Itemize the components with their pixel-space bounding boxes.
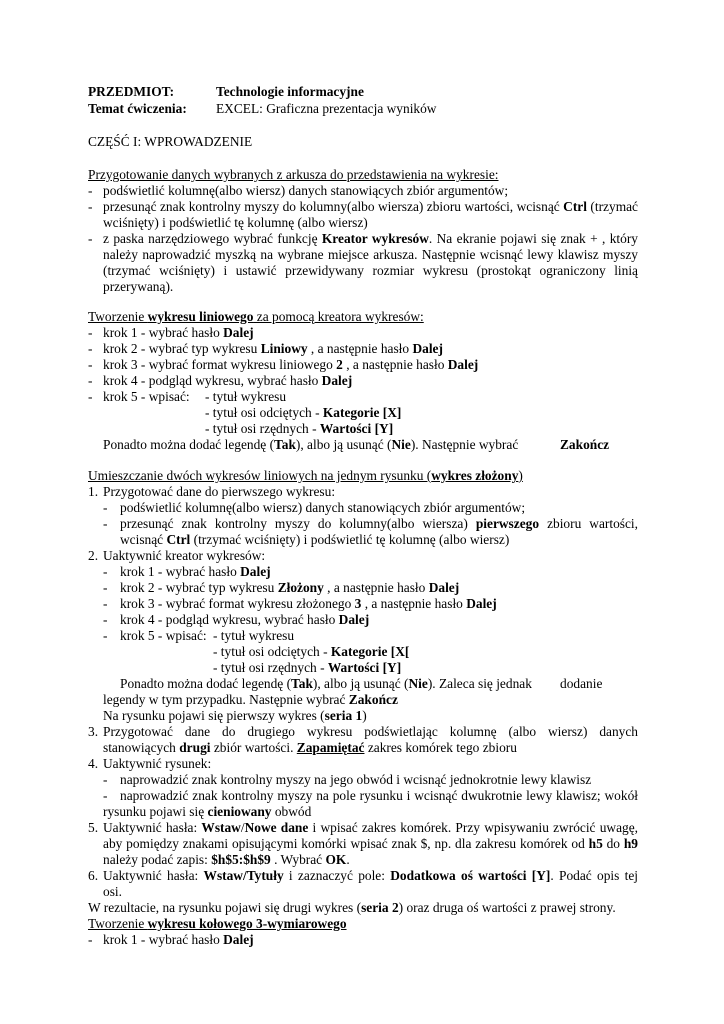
list-item: przesunąć znak kontrolny myszy do kolumny(albo wiersza) zbioru wartości, wcisnąć Ctrl (trzymać: [103, 199, 638, 214]
sub-item: podświetlić kolumnę(albo wiersz) danych stanowiących zbiór argumentów;: [120, 500, 526, 515]
result-note: Na rysunku pojawi się pierwszy wykres (seria 1): [103, 708, 367, 723]
step-subitem: - tytuł wykresu: [213, 628, 295, 643]
list-marker: -: [88, 389, 93, 404]
step-subitem: - tytuł wykresu: [205, 389, 287, 404]
list-marker: -: [103, 580, 108, 595]
list-marker: -: [103, 516, 108, 531]
list-marker: -: [88, 357, 93, 372]
list-number: 2.: [88, 548, 99, 563]
list-item-cont: wciśnięty) i podświetlić tę kolumnę (albo wiersz): [103, 215, 368, 230]
sub-item: naprowadzić znak kontrolny myszy na jego obwód i wcisnąć jednokrotnie lewy klawisz: [120, 772, 592, 787]
section-heading: Tworzenie wykresu liniowego za pomocą kreatora wykresów:: [88, 309, 424, 324]
step-item: krok 5 - wpisać:: [103, 389, 190, 404]
numbered-item-cont: osi.: [103, 884, 122, 899]
step-item: krok 4 - podgląd wykresu, wybrać hasło Dalej: [120, 612, 370, 627]
step-item: krok 2 - wybrać typ wykresu Złożony , a następnie hasło Dalej: [120, 580, 460, 595]
list-number: 4.: [88, 756, 99, 771]
legend-note: Ponadto można dodać legendę (Tak), albo ją usunąć (Nie). Następnie wybrać: [103, 437, 519, 452]
finish-word: Zakończ: [560, 437, 610, 452]
legend-note-end: dodanie: [560, 676, 603, 691]
list-item: z paska narzędziowego wybrać funkcję Kreator wykresów. Na ekranie pojawi się znak + , który: [103, 231, 639, 246]
list-marker: -: [103, 788, 108, 803]
numbered-item: Przygotować dane do drugiego wykresu podświetlając kolumnę (albo wiersz) danych: [103, 724, 638, 739]
list-item-cont: przerywaną).: [103, 279, 174, 294]
step-subitem: - tytuł osi odciętych - Kategorie [X]: [205, 405, 402, 420]
list-item: podświetlić kolumnę(albo wiersz) danych stanowiących zbiór argumentów;: [103, 183, 509, 198]
list-marker: -: [103, 500, 108, 515]
sub-item-cont: wcisnąć Ctrl (trzymać wciśnięty) i podświetlić tę kolumnę (albo wiersz): [120, 532, 510, 547]
step-item: krok 3 - wybrać format wykresu liniowego 2 , a następnie hasło Dalej: [103, 357, 479, 372]
numbered-item-cont: należy podać zapis: $h$5:$h$9 . Wybrać OK.: [103, 852, 350, 867]
numbered-item: Uaktywnić hasła: Wstaw/Nowe dane i wpisać zakres komórek. Przy wpisywaniu zwrócić uwagę,: [103, 820, 638, 835]
list-number: 1.: [88, 484, 99, 499]
step-subitem: - tytuł osi odciętych - Kategorie [X[: [213, 644, 410, 659]
step-item: krok 1 - wybrać hasło Dalej: [120, 564, 271, 579]
list-number: 3.: [88, 724, 99, 739]
section-heading: Umieszczanie dwóch wykresów liniowych na jednym rysunku (wykres złożony): [88, 468, 523, 483]
step-item: krok 1 - wybrać hasło Dalej: [103, 932, 254, 947]
step-subitem: - tytuł osi rzędnych - Wartości [Y]: [205, 421, 394, 436]
sub-item: przesunąć znak kontrolny myszy do kolumny(albo wiersza) pierwszego zbioru wartości,: [120, 516, 638, 531]
section-heading: Tworzenie wykresu kołowego 3-wymiarowego: [88, 916, 347, 931]
step-item: krok 1 - wybrać hasło Dalej: [103, 325, 254, 340]
step-item: krok 3 - wybrać format wykresu złożonego 3 , a następnie hasło Dalej: [120, 596, 497, 611]
topic-value: EXCEL: Graficzna prezentacja wyników: [216, 101, 437, 116]
subject-label: PRZEDMIOT:: [88, 84, 175, 99]
step-item: krok 2 - wybrać typ wykresu Liniowy , a następnie hasło Dalej: [103, 341, 443, 356]
list-marker: -: [88, 325, 93, 340]
result-note: W rezultacie, na rysunku pojawi się drugi wykres (seria 2) oraz druga oś wartości z prawej strony.: [88, 900, 616, 915]
legend-note-cont: legendy w tym przypadku. Następnie wybrać Zakończ: [103, 692, 398, 707]
subject-value: Technologie informacyjne: [216, 84, 364, 99]
section-heading: Przygotowanie danych wybranych z arkusza do przedstawienia na wykresie:: [88, 167, 499, 182]
list-marker: -: [88, 183, 93, 198]
list-item-cont: (trzymać wciśnięty) i ustawić przewidywany rozmiar wykresu (prostokąt ograniczony linią: [103, 263, 638, 278]
numbered-item-cont: stanowiących drugi zbiór wartości. Zapamiętać zakres komórek tego zbioru: [103, 740, 517, 755]
numbered-item-cont: aby pomiędzy znakami opisującymi komórki wpisać znak $, np. dla zakresu komórek od h5 do h9: [103, 836, 638, 851]
list-marker: -: [103, 772, 108, 787]
list-marker: -: [103, 612, 108, 627]
sub-item: naprowadzić znak kontrolny myszy na pole rysunku i wcisnąć dwukrotnie lewy klawisz; wokół: [120, 788, 638, 803]
list-marker: -: [103, 596, 108, 611]
list-marker: -: [103, 564, 108, 579]
legend-note: Ponadto można dodać legendę (Tak), albo ją usunąć (Nie). Zaleca się jednak: [120, 676, 532, 691]
step-item: krok 5 - wpisać:: [120, 628, 207, 643]
part-title: CZĘŚĆ I: WPROWADZENIE: [88, 134, 253, 149]
list-marker: -: [88, 341, 93, 356]
list-marker: -: [103, 628, 108, 643]
numbered-item: Przygotować dane do pierwszego wykresu:: [103, 484, 336, 499]
numbered-item: Uaktywnić kreator wykresów:: [103, 548, 266, 563]
step-subitem: - tytuł osi rzędnych - Wartości [Y]: [213, 660, 402, 675]
list-marker: -: [88, 231, 93, 246]
list-number: 5.: [88, 820, 99, 835]
list-number: 6.: [88, 868, 99, 883]
list-marker: -: [88, 199, 93, 214]
sub-item-cont: rysunku pojawi się cieniowany obwód: [103, 804, 312, 819]
step-item: krok 4 - podgląd wykresu, wybrać hasło Dalej: [103, 373, 353, 388]
numbered-item: Uaktywnić rysunek:: [103, 756, 212, 771]
list-item-cont: należy naprowadzić myszką na wybrane miejsce arkusza. Następnie wcisnąć lewy klawisz myszy: [103, 247, 638, 262]
list-marker: -: [88, 373, 93, 388]
list-marker: -: [88, 932, 93, 947]
numbered-item: Uaktywnić hasła: Wstaw/Tytuły i zaznaczyć pole: Dodatkowa oś wartości [Y]. Podać opis tej: [103, 868, 638, 883]
topic-label: Temat ćwiczenia:: [88, 101, 187, 116]
